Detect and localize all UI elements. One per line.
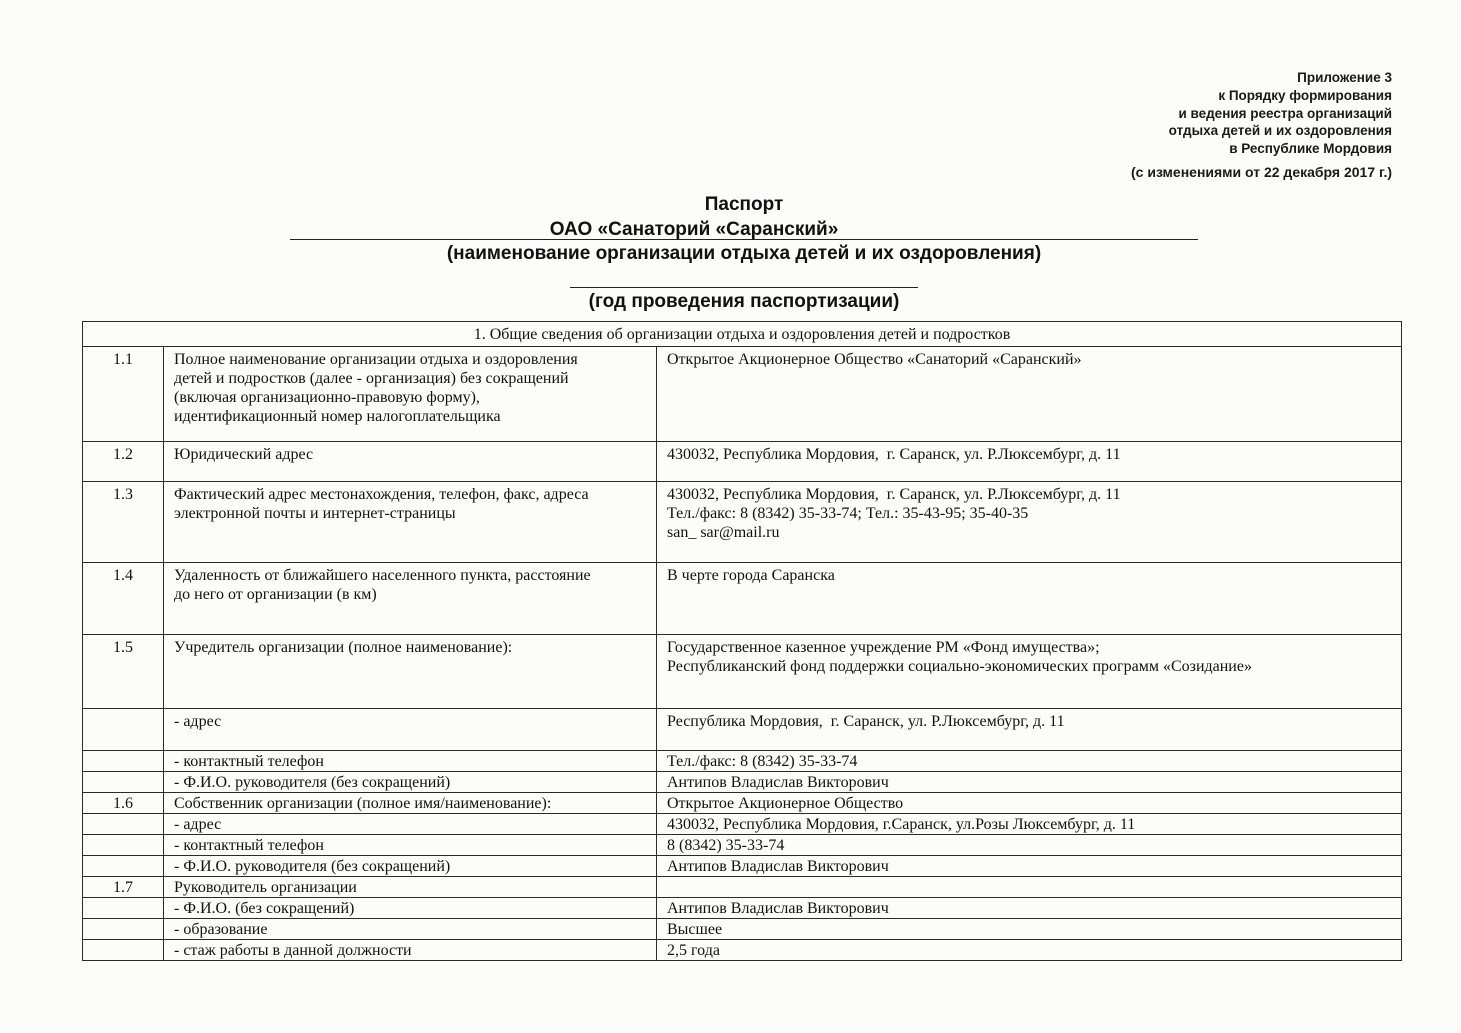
value-line: Открытое Акционерное Общество <box>667 795 904 812</box>
label-line: Фактический адрес местонахождения, телефон, факс, адреса <box>174 486 589 503</box>
item-number-cell <box>83 940 164 961</box>
table-row <box>83 635 1402 709</box>
item-value-cell <box>657 919 1402 940</box>
item-number-cell: 1.1 <box>83 347 164 442</box>
value-line: 430032, Республика Мордовия, г. Саранск, ул. Р.Люксембург, д. 11 <box>667 446 1121 463</box>
item-label-cell <box>164 347 657 442</box>
label-line: идентификационный номер налогоплательщика <box>174 408 501 425</box>
value-line: Тел./факс: 8 (8342) 35-33-74; Тел.: 35-43-95; 35-40-35 <box>667 505 1029 522</box>
table-row <box>83 856 1402 877</box>
label-line: Учредитель организации (полное наименование): <box>174 639 513 656</box>
organization-caption: (наименование организации отдыха детей и их оздоровления) <box>446 243 1042 264</box>
item-value-cell <box>657 635 1402 709</box>
appendix-header <box>1131 69 1392 182</box>
value-line: В черте города Саранска <box>667 567 835 584</box>
item-label-cell <box>164 563 657 635</box>
item-number-cell: 1.5 <box>83 635 164 709</box>
item-label-cell <box>164 856 657 877</box>
item-value-cell <box>657 940 1402 961</box>
item-number-cell <box>83 709 164 751</box>
table-row <box>83 347 1402 442</box>
appendix-line: Приложение 3 <box>1297 70 1392 85</box>
table-row <box>83 442 1402 482</box>
value-line: 8 (8342) 35-33-74 <box>667 837 785 854</box>
document-title: Паспорт <box>704 194 784 215</box>
value-line: Государственное казенное учреждение РМ «Фонд имущества»; <box>667 639 1100 656</box>
table-row <box>83 793 1402 814</box>
label-line: - стаж работы в данной должности <box>174 942 412 959</box>
value-line: Антипов Владислав Викторович <box>667 858 889 875</box>
label-line: - контактный телефон <box>174 837 324 854</box>
year-caption: (год проведения паспортизации) <box>588 291 900 312</box>
value-line: 2,5 года <box>667 942 720 959</box>
value-line: Республиканский фонд поддержки социально-экономических программ «Созидание» <box>667 658 1252 675</box>
label-line: до него от организации (в км) <box>174 586 377 603</box>
item-label-cell <box>164 793 657 814</box>
general-info-table <box>82 321 1402 961</box>
label-line: - образование <box>174 921 268 938</box>
value-line: 430032, Республика Мордовия, г.Саранск, ул.Розы Люксембург, д. 11 <box>667 816 1136 833</box>
label-line: - адрес <box>174 816 222 833</box>
table-row <box>83 772 1402 793</box>
table-row <box>83 482 1402 563</box>
item-label-cell <box>164 919 657 940</box>
table-row <box>83 814 1402 835</box>
item-label-cell <box>164 635 657 709</box>
table-row <box>83 919 1402 940</box>
appendix-line: к Порядку формирования <box>1218 87 1392 103</box>
item-label-cell <box>164 751 657 772</box>
label-line: (включая организационно-правовую форму), <box>174 389 480 406</box>
item-label-cell <box>164 898 657 919</box>
item-label-cell <box>164 877 657 898</box>
table-row <box>83 940 1402 961</box>
table-row <box>83 835 1402 856</box>
value-line: Высшее <box>667 921 723 938</box>
table-row <box>83 709 1402 751</box>
item-label-cell <box>164 709 657 751</box>
value-line: Антипов Владислав Викторович <box>667 900 889 917</box>
label-line: - Ф.И.О. (без сокращений) <box>174 900 355 917</box>
table-row <box>83 563 1402 635</box>
item-label-cell <box>164 442 657 482</box>
item-number-cell <box>83 919 164 940</box>
amendment-note: (с изменениями от 22 декабря 2017 г.) <box>1131 163 1392 180</box>
item-label-cell <box>164 814 657 835</box>
item-number-cell: 1.3 <box>83 482 164 563</box>
label-line: - контактный телефон <box>174 753 324 770</box>
item-label-cell <box>164 772 657 793</box>
item-value-cell <box>657 563 1402 635</box>
value-line: Республика Мордовия, г. Саранск, ул. Р.Люксембург, д. 11 <box>667 713 1065 730</box>
item-number-cell <box>83 898 164 919</box>
appendix-line: отдыха детей и их оздоровления <box>1168 123 1392 139</box>
item-number-cell: 1.2 <box>83 442 164 482</box>
item-label-cell <box>164 835 657 856</box>
item-number-cell <box>83 835 164 856</box>
label-line: - адрес <box>174 713 222 730</box>
table-row <box>83 877 1402 898</box>
item-value-cell <box>657 709 1402 751</box>
table-row <box>83 751 1402 772</box>
label-line: электронной почты и интернет-страницы <box>174 505 456 522</box>
value-line: san_ sar@mail.ru <box>667 524 780 541</box>
label-line: Юридический адрес <box>174 446 314 463</box>
value-line: 430032, Республика Мордовия, г. Саранск, ул. Р.Люксембург, д. 11 <box>667 486 1121 503</box>
appendix-line: в Республике Мордовия <box>1229 141 1392 157</box>
item-value-cell <box>657 856 1402 877</box>
label-line: Удаленность от ближайшего населенного пункта, расстояние <box>174 567 591 584</box>
item-value-cell <box>657 482 1402 563</box>
label-line: Полное наименование организации отдыха и оздоровления <box>174 351 578 368</box>
table-row <box>83 898 1402 919</box>
organization-name: ОАО «Санаторий «Саранский» <box>549 219 839 240</box>
item-number-cell <box>83 772 164 793</box>
item-number-cell <box>83 856 164 877</box>
value-line: Антипов Владислав Викторович <box>667 774 889 791</box>
item-number-cell: 1.6 <box>83 793 164 814</box>
label-line: - Ф.И.О. руководителя (без сокращений) <box>174 774 451 791</box>
value-line: Открытое Акционерное Общество «Санаторий «Саранский» <box>667 351 1082 368</box>
appendix-line: и ведения реестра организаций <box>1178 105 1392 121</box>
organization-underline <box>290 239 1198 240</box>
item-value-cell <box>657 751 1402 772</box>
item-value-cell <box>657 793 1402 814</box>
item-number-cell: 1.4 <box>83 563 164 635</box>
item-label-cell <box>164 940 657 961</box>
item-number-cell <box>83 751 164 772</box>
item-value-cell <box>657 877 1402 898</box>
item-value-cell <box>657 814 1402 835</box>
item-value-cell <box>657 898 1402 919</box>
item-value-cell <box>657 772 1402 793</box>
section-header: 1. Общие сведения об организации отдыха и оздоровления детей и подростков <box>83 322 1402 347</box>
value-line: Тел./факс: 8 (8342) 35-33-74 <box>667 753 858 770</box>
item-label-cell <box>164 482 657 563</box>
label-line: - Ф.И.О. руководителя (без сокращений) <box>174 858 451 875</box>
label-line: Руководитель организации <box>174 879 357 896</box>
section-header-row <box>83 322 1402 347</box>
item-value-cell <box>657 347 1402 442</box>
item-value-cell <box>657 835 1402 856</box>
year-underline <box>570 287 918 288</box>
label-line: Собственник организации (полное имя/наименование): <box>174 795 552 812</box>
label-line: детей и подростков (далее - организация) без сокращений <box>174 370 569 387</box>
item-number-cell <box>83 814 164 835</box>
item-value-cell <box>657 442 1402 482</box>
item-number-cell: 1.7 <box>83 877 164 898</box>
